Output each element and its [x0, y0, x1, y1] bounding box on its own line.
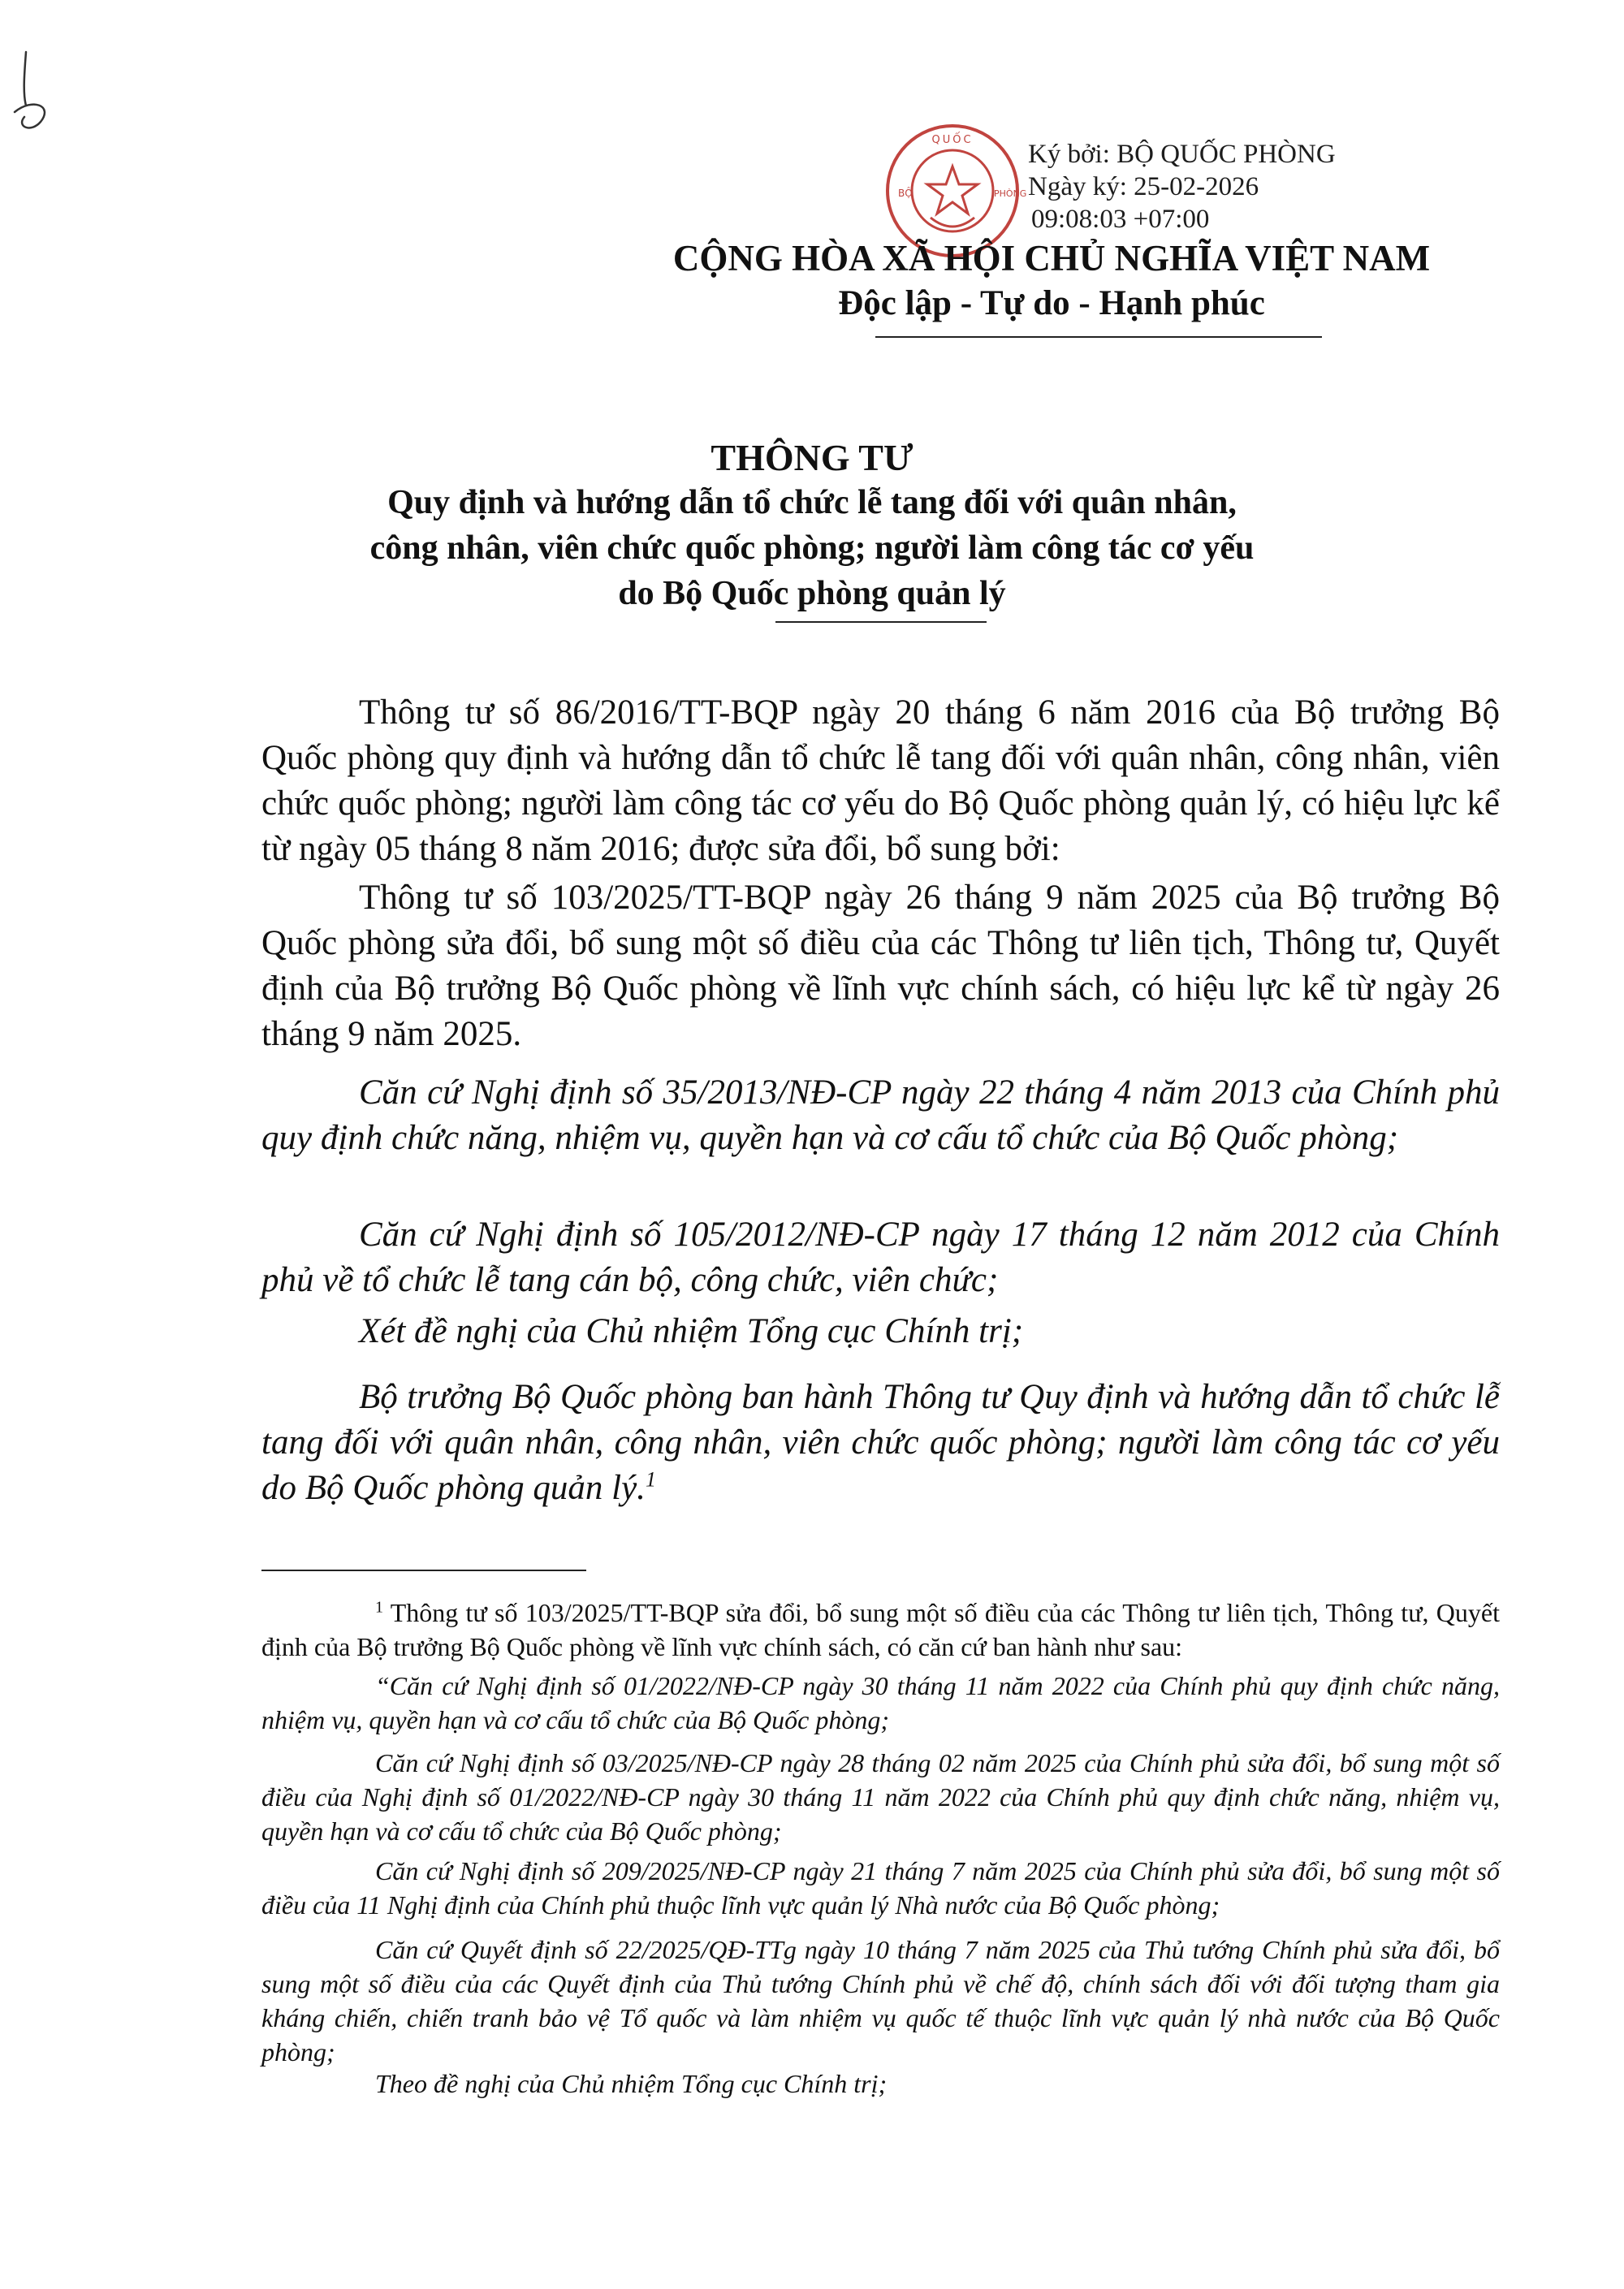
sign-time: 09:08:03 +07:00: [1031, 205, 1210, 234]
svg-text:PHÒNG: PHÒNG: [994, 188, 1027, 199]
document-title-line-1: Quy định và hướng dẫn tổ chức lễ tang đối với quân nhân,: [387, 484, 1237, 521]
paragraph-legal-basis-2: Căn cứ Nghị định số 105/2012/NĐ-CP ngày 17 tháng 12 năm 2012 của Chính phủ về tổ chức lễ tang cán bộ, công chức, viên chức;: [261, 1216, 1500, 1299]
paragraph-promulgation: [261, 1375, 1500, 1511]
footnote-basis-1: “Căn cứ Nghị định số 01/2022/NĐ-CP ngày 30 tháng 11 năm 2022 của Chính phủ quy định chức năng, nhiệm vụ, quyền hạn và cơ cấu tổ chức của Bộ Quốc phòng;: [261, 1671, 1500, 1734]
footnote-reference: 1: [645, 1467, 656, 1492]
footnote-basis-5: Theo đề nghị của Chủ nhiệm Tổng cục Chính trị;: [375, 2069, 888, 2098]
national-title: CỘNG HÒA XÃ HỘI CHỦ NGHĨA VIỆT NAM: [672, 238, 1431, 279]
national-motto: Độc lập - Tự do - Hạnh phúc: [838, 284, 1265, 322]
footnote-basis-3: Căn cứ Nghị định số 209/2025/NĐ-CP ngày 21 tháng 7 năm 2025 của Chính phủ sửa đổi, bổ sung một số điều của 11 Nghị định của Chính phủ thuộc lĩnh vực quản lý Nhà nước của Bộ Quốc phòng;: [261, 1856, 1500, 1920]
footnote-marker: 1: [375, 1598, 383, 1617]
title-divider: [775, 621, 987, 623]
footnote-1: [261, 1596, 1500, 1664]
paragraph-original-circular: Thông tư số 86/2016/TT-BQP ngày 20 tháng 6 năm 2016 của Bộ trưởng Bộ Quốc phòng quy định và hướng dẫn tổ chức lễ tang đối với quân nhân, công nhân, viên chức quốc phòng; người làm công tác cơ yếu do Bộ Quốc phòng quản lý, có hiệu lực kể từ ngày 05 tháng 8 năm 2016; được sửa đổi, bổ sung bởi:: [261, 693, 1500, 868]
signed-by: Ký bởi: BỘ QUỐC PHÒNG: [1028, 140, 1336, 169]
handwritten-mark: [8, 49, 57, 138]
sign-date: Ngày ký: 25-02-2026: [1028, 172, 1259, 201]
footnote-basis-4: Căn cứ Quyết định số 22/2025/QĐ-TTg ngày 10 tháng 7 năm 2025 của Thủ tướng Chính phủ sửa đổi, bổ sung một số điều của các Quyết định của Thủ tướng Chính phủ về chế độ, chính sách đối với đối tượng tham gia kháng chiến, chiến tranh bảo vệ Tổ quốc và làm nhiệm vụ quốc tế thuộc lĩnh vực quản lý nhà nước của Bộ Quốc phòng;: [261, 1935, 1500, 2067]
promulgation-text: Bộ trưởng Bộ Quốc phòng ban hành Thông tư Quy định và hướng dẫn tổ chức lễ tang đối với quân nhân, công nhân, viên chức quốc phòng; người làm công tác cơ yếu do Bộ Quốc phòng quản lý.: [261, 1378, 1500, 1507]
paragraph-amending-circular: Thông tư số 103/2025/TT-BQP ngày 26 tháng 9 năm 2025 của Bộ trưởng Bộ Quốc phòng sửa đổi, bổ sung một số điều của các Thông tư liên tịch, Thông tư, Quyết định của Bộ trưởng Bộ Quốc phòng về lĩnh vực chính sách, có hiệu lực kể từ ngày 26 tháng 9 năm 2025.: [261, 879, 1500, 1053]
document-type: THÔNG TƯ: [710, 437, 914, 478]
document-title-line-2: công nhân, viên chức quốc phòng; người làm công tác cơ yếu: [369, 529, 1255, 567]
footnote-1-text: Thông tư số 103/2025/TT-BQP sửa đổi, bổ sung một số điều của các Thông tư liên tịch, Thông tư, Quyết định của Bộ trưởng Bộ Quốc phòng về lĩnh vực chính sách, có căn cứ ban hành như sau:: [261, 1598, 1501, 1661]
svg-text:BỘ: BỘ: [898, 188, 913, 199]
footnote-basis-2: Căn cứ Nghị định số 03/2025/NĐ-CP ngày 28 tháng 02 năm 2025 của Chính phủ sửa đổi, bổ sung một số điều của Nghị định số 01/2022/NĐ-CP ngày 30 tháng 11 năm 2022 của Chính phủ quy định chức năng, nhiệm vụ, quyền hạn và cơ cấu tổ chức của Bộ Quốc phòng;: [261, 1748, 1500, 1846]
document-title-line-3: do Bộ Quốc phòng quản lý: [618, 575, 1006, 612]
footnote-divider: [261, 1570, 586, 1571]
digital-signature-info: [1028, 138, 1336, 235]
motto-divider: [875, 336, 1322, 338]
paragraph-legal-basis-1: Căn cứ Nghị định số 35/2013/NĐ-CP ngày 22 tháng 4 năm 2013 của Chính phủ quy định chức năng, nhiệm vụ, quyền hạn và cơ cấu tổ chức của Bộ Quốc phòng;: [261, 1073, 1500, 1157]
paragraph-proposal: Xét đề nghị của Chủ nhiệm Tổng cục Chính trị;: [359, 1312, 1024, 1350]
svg-text:QUỐC: QUỐC: [931, 134, 974, 146]
